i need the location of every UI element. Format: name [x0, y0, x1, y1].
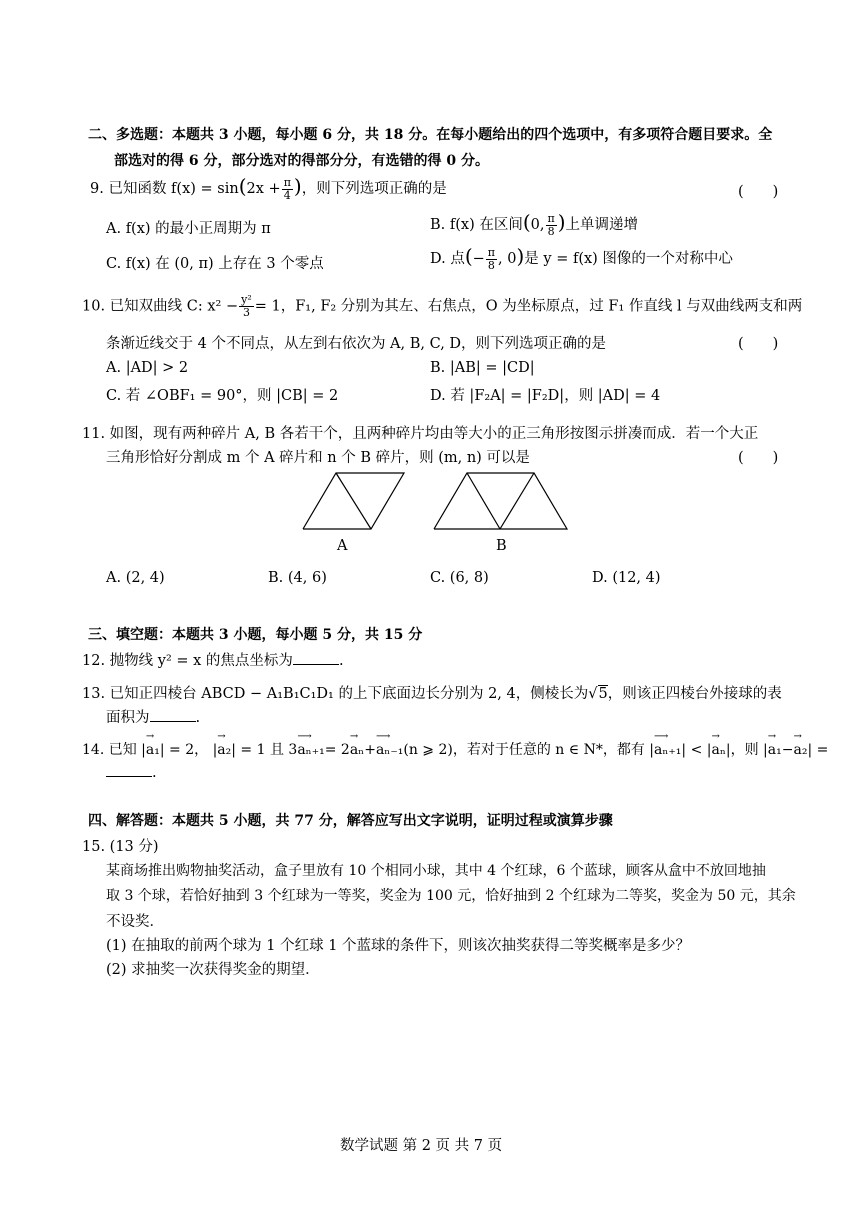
q11-figures: [296, 468, 576, 534]
q13-stem-line2: 面积为 .: [106, 710, 201, 726]
q9-option-c: C. f(x) 在 (0, π) 上存在 3 个零点: [106, 256, 324, 272]
section3-header: 三、填空题：本题共 3 小题，每小题 5 分，共 15 分: [88, 627, 423, 643]
piece-b-divider-1: [467, 473, 500, 529]
q10-option-b: B. |AB| = |CD|: [430, 360, 535, 376]
piece-b-divider-2: [500, 473, 534, 529]
q15-part1: (1) 在抽取的前两个球为 1 个红球 1 个蓝球的条件下，则该次抽奖获得二等奖概率是多少？: [106, 938, 691, 954]
q9-stem-b: 2x +: [246, 181, 281, 197]
q9-stem: 9. 已知函数 f(x) = sin(2x + $\frac{\pi}{4}$ )，则下列选项正确的是: [90, 174, 447, 202]
page-footer: 数学试题 第 2 页 共 7 页: [340, 1138, 503, 1154]
q9-fraction: $\frac{\pi}{4}$: [283, 175, 291, 202]
q11-answer-paren: ( ): [738, 450, 779, 466]
section2-header-line1: 二、多选题：本题共 3 小题，每小题 6 分，共 18 分。在每小题给出的四个选项中，有多项符合题目要求。全: [88, 127, 773, 143]
piece-a-divider: [336, 473, 371, 529]
q11-option-b: B. (4, 6): [268, 570, 327, 586]
q11-figure-b-label: B: [496, 538, 507, 554]
q9-stem-c: ，则下列选项正确的是: [301, 181, 447, 197]
q13-answer-blank[interactable]: [150, 709, 196, 722]
q14-stem-line2: .: [106, 764, 157, 781]
q15-body-line3: 不设奖．: [106, 914, 164, 930]
q14-stem-line1: 14. 已知 |→ a₁| = 2， |→ a₂| = 1 且 3⟶ aₙ₊₁= 2→ aₙ+⟶ aₙ₋₁(n ⩾ 2)，若对于任意的 n ∈ N*，都有 |⟶ aₙ₊₁| < |→ aₙ|，则 |→ a₁−→ a₂| =: [82, 739, 828, 759]
q10-answer-paren: ( ): [738, 336, 779, 352]
q11-stem-line1: 11. 如图，现有两种碎片 A, B 各若干个，且两种碎片均由等大小的正三角形按图示拼凑而成．若一个大正: [82, 426, 759, 442]
q10-stem-line2: 条渐近线交于 4 个不同点，从左到右依次为 A, B, C, D，则下列选项正确的是: [106, 336, 607, 352]
q13-stem-line1: 13. 已知正四棱台 ABCD − A₁B₁C₁D₁ 的上下底面边长分别为 2, 4，侧棱长为√5，则该正四棱台外接球的表: [82, 686, 782, 702]
q11-option-a: A. (2, 4): [106, 570, 165, 586]
q11-figure-a-label: A: [337, 538, 348, 554]
q9-option-b: B. f(x) 在区间(0, $\frac{\pi}{8}$ )上单调递增: [430, 210, 639, 238]
q9-stem-a: 9. 已知函数 f(x) = sin: [90, 181, 239, 197]
q15-body-line2: 取 3 个球，若恰好抽到 3 个红球为一等奖，奖金为 100 元，恰好抽到 2 个红球为二等奖，奖金为 50 元，其余: [106, 888, 796, 904]
q11-option-d: D. (12, 4): [592, 570, 661, 586]
q14-answer-blank[interactable]: [106, 764, 152, 777]
q9-option-d: D. 点(− $\frac{\pi}{8}$ , 0)是 y = f(x) 图像的一个对称中心: [430, 244, 733, 272]
q10-stem-line1: 10. 已知双曲线 C: x² − $\frac{\text{y²}}{3}$ = 1，F₁, F₂ 分别为其左、右焦点，O 为坐标原点，过 F₁ 作直线 l 与双曲线两支和两: [82, 293, 803, 319]
piece-b-outline: [434, 473, 567, 529]
q15-part2: (2) 求抽奖一次获得奖金的期望．: [106, 962, 320, 978]
q10-option-a: A. |AD| > 2: [106, 360, 189, 376]
q12-answer-blank[interactable]: [293, 652, 339, 665]
q11-option-c: C. (6, 8): [430, 570, 489, 586]
section2-header-line2: 部选对的得 6 分，部分选对的得部分分，有选错的得 0 分。: [114, 153, 489, 169]
q15-head: 15. (13 分): [82, 839, 159, 855]
q10-option-c: C. 若 ∠OBF₁ = 90°，则 |CB| = 2: [106, 388, 339, 404]
q11-stem-line2: 三角形恰好分割成 m 个 A 碎片和 n 个 B 碎片，则 (m, n) 可以是: [106, 450, 530, 466]
section4-header: 四、解答题：本题共 5 小题，共 77 分，解答应写出文字说明，证明过程或演算步骤: [88, 813, 613, 829]
q10-option-d: D. 若 |F₂A| = |F₂D|，则 |AD| = 4: [430, 388, 661, 404]
q9-answer-paren: ( ): [738, 184, 779, 200]
q15-body-line1: 某商场推出购物抽奖活动，盒子里放有 10 个相同小球，其中 4 个红球，6 个蓝球，顾客从盒中不放回地抽: [106, 863, 766, 879]
q9-option-a: A. f(x) 的最小正周期为 π: [106, 221, 271, 237]
q12-stem: 12. 抛物线 y² = x 的焦点坐标为 .: [82, 653, 344, 669]
